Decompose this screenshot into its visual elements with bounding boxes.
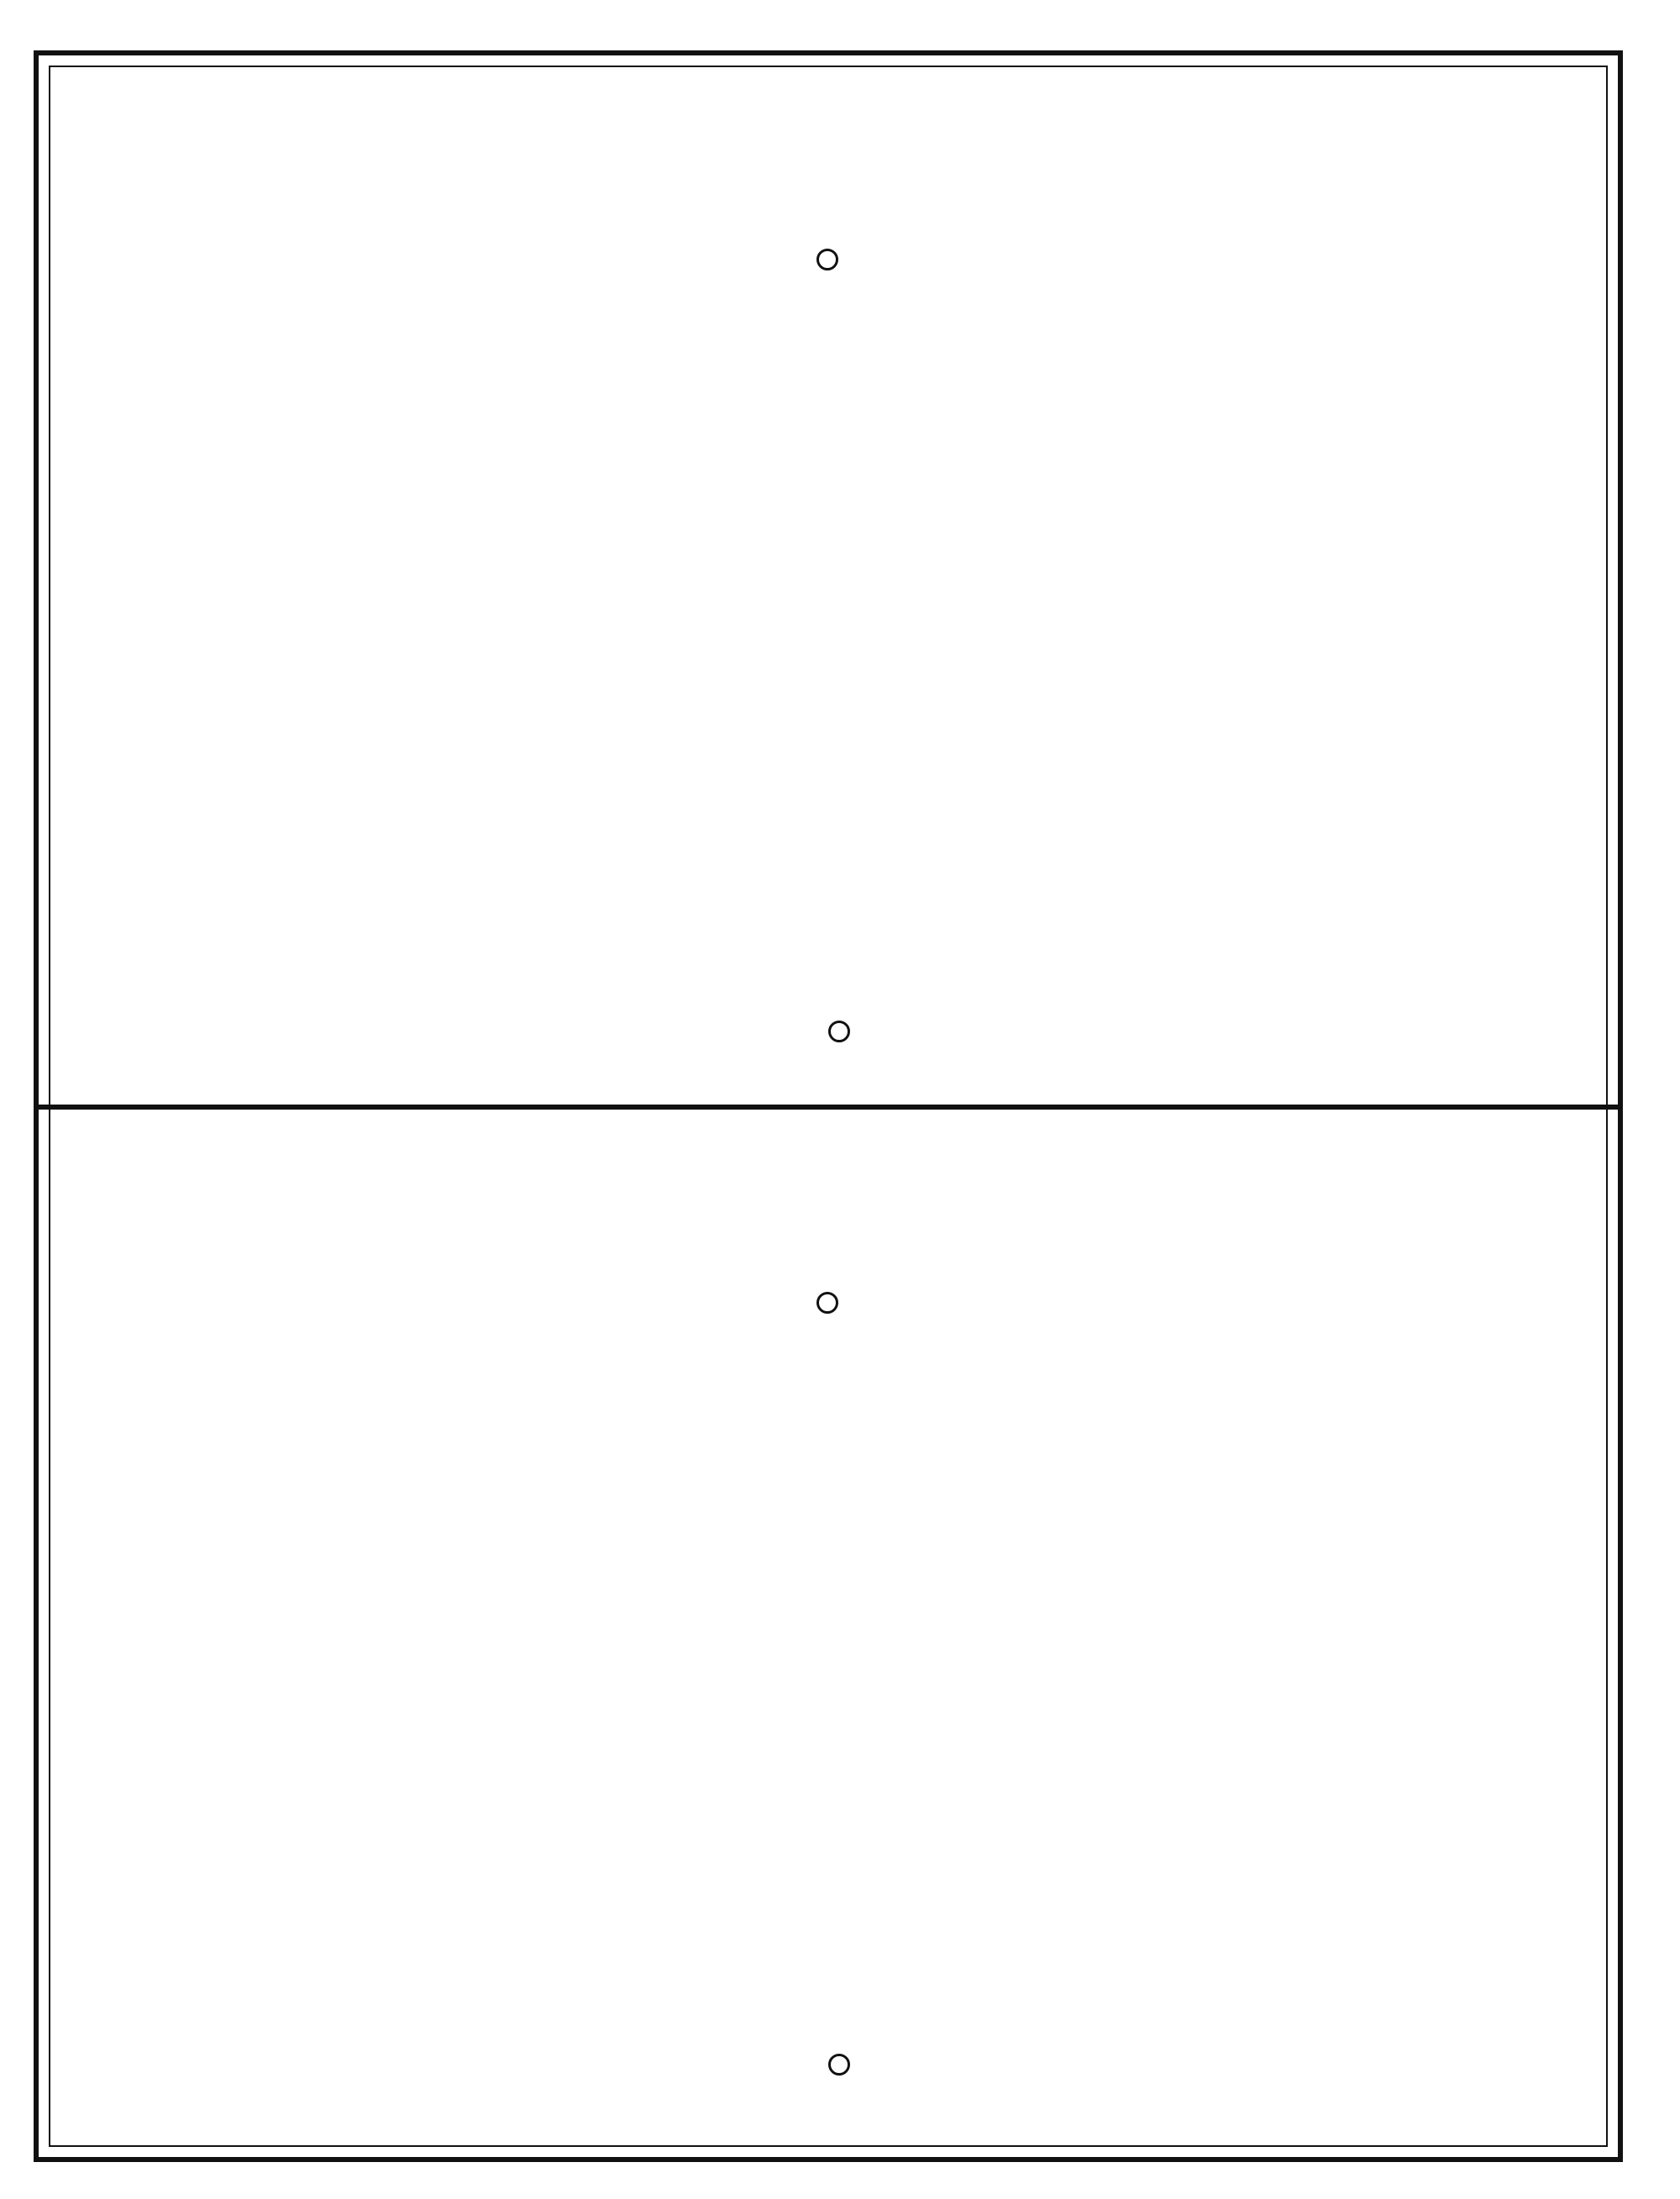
bottom-circle-mark-2 xyxy=(828,2054,850,2076)
top-circle-mark xyxy=(816,249,838,270)
bottom-circle-mark xyxy=(816,1292,838,1314)
page-divider xyxy=(34,1105,1623,1110)
top-circle-mark-2 xyxy=(828,1021,850,1042)
